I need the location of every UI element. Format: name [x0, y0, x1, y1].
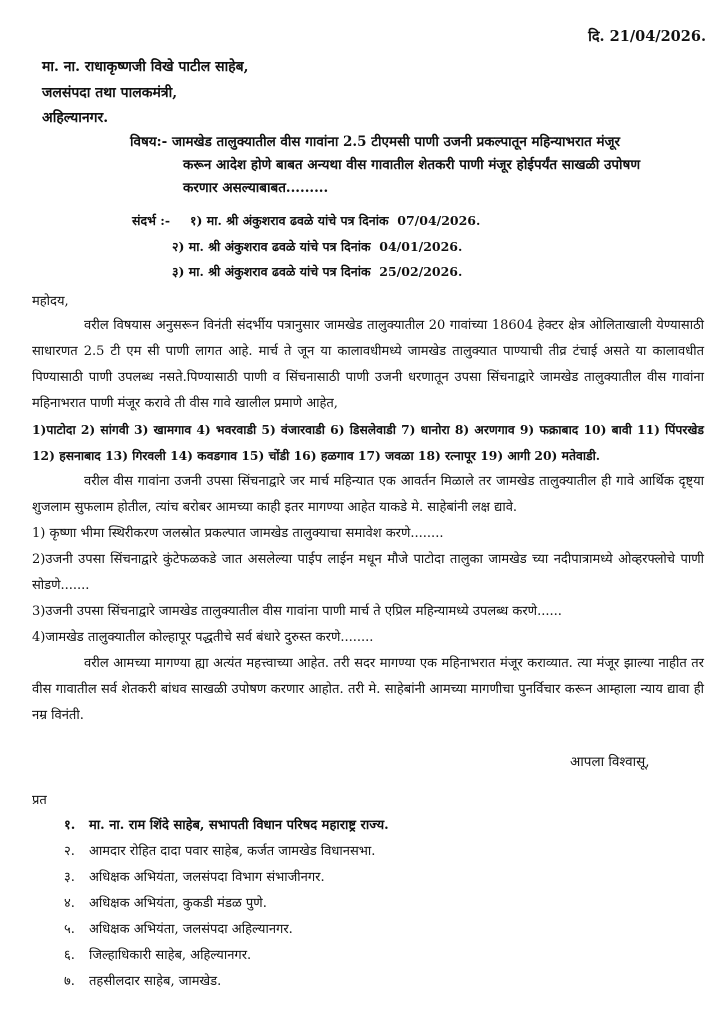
- reference-num: ३): [172, 264, 185, 279]
- salutation: महोदय,: [32, 294, 69, 309]
- paragraph-request: वरील विषयास अनुसरून विनंती संदर्भीय पत्रानुसार जामखेड तालुक्यातील 20 गावांच्या 18604 हेक्टर क्षेत्र ओलिताखाली येण्यासाठी साधारणत 2.5 टी एम सी पाणी लागत आहे. मार्च ते जून या कालावधीमध्ये जामखेड तालुक्यात पाण्याची तीव्र टंचाई असते या कालावधीत पिण्यासाठी पाणी उपलब्ध नसते.पिण्यासाठी पाणी व सिंचनासाठी पाणी उजनी धरणातून उपसा सिंचनाद्वारे जामखेड तालुक्यातील वीस गावांना महिनाभरात पाणी मंजूर करावे ती वीस गावे खालील प्रमाणे आहेत,: [32, 318, 704, 411]
- reference-item: [172, 263, 462, 280]
- paragraph-benefit: वरील वीस गावांना उजनी उपसा सिंचनाद्वारे जर मार्च महिन्यात एक आवर्तन मिळाले तर जामखेड तालुक्यातील ही गावे आर्थिक दृष्ट्या शुजलाम सुफलाम होतील, त्यांच बरोबर आमच्या काही इतर मागण्या आहेत याकडे मे. साहेबांनी लक्ष द्यावे.: [32, 474, 704, 515]
- subject-label: विषय:-: [130, 134, 168, 150]
- signoff: आपला विश्वासू,: [570, 754, 650, 770]
- reference-item: [172, 238, 462, 255]
- reference-label: संदर्भ :-: [132, 213, 171, 228]
- demand-item-1: 1) कृष्णा भीमा स्थिरीकरण जलस्रोत प्रकल्पात जामखेड तालुक्याचा समावेश करणे........: [32, 526, 444, 541]
- reference-num: १): [190, 213, 203, 228]
- copy-to-item: ७. तहसीलदार साहेब, जामखेड.: [64, 974, 222, 989]
- reference-text: मा. श्री अंकुशराव ढवळे यांचे पत्र दिनांक: [188, 239, 371, 254]
- reference-num: २): [172, 239, 185, 254]
- reference-text: मा. श्री अंकुशराव ढवळे यांचे पत्र दिनांक: [206, 213, 389, 228]
- copy-to-item: २. आमदार रोहित दादा पवार साहेब, कर्जत जामखेड विधानसभा.: [64, 844, 376, 859]
- copy-to-item: ४. अधिक्षक अभियंता, कुकडी मंडळ पुणे.: [64, 896, 267, 911]
- subject-line-2: करून आदेश होणे बाबत अन्यथा वीस गावातील शेतकरी पाणी मंजूर होईपर्यंत साखळी उपोषण: [183, 157, 641, 173]
- reference-date: 25/02/2026.: [379, 264, 463, 279]
- subject-line-3: करणार असल्याबाबत.........: [183, 180, 329, 196]
- copy-to-item: १. मा. ना. राम शिंदे साहेब, सभापती विधान परिषद महाराष्ट्र राज्य.: [64, 818, 389, 833]
- addressee-line-1: मा. ना. राधाकृष्णजी विखे पाटील साहेब,: [42, 59, 249, 75]
- reference-text: मा. श्री अंकुशराव ढवळे यांचे पत्र दिनांक: [188, 264, 371, 279]
- copy-to-item: ६. जिल्हाधिकारी साहेब, अहिल्यानगर.: [64, 948, 252, 963]
- subject-block: [130, 131, 710, 200]
- reference-item: [190, 212, 480, 229]
- letter-date: दि. 21/04/2026.: [588, 28, 706, 45]
- addressee-line-3: अहिल्यानगर.: [42, 110, 109, 126]
- copy-to-label: प्रत: [32, 793, 47, 808]
- demand-item-2: 2)उजनी उपसा सिंचनाद्वारे कुंटेफळकडे जात असलेल्या पाईप लाईन मधून मौजे पाटोदा तालुका जामखेड च्या नदीपात्रामध्ये ओव्हरफ्लोचे पाणी सोडणे.......: [32, 552, 704, 593]
- copy-to-item: ५. अधिक्षक अभियंता, जलसंपदा अहिल्यानगर.: [64, 922, 293, 937]
- copy-to-item: ३. अधिक्षक अभियंता, जलसंपदा विभाग संभाजीनगर.: [64, 870, 325, 885]
- demand-item-4: 4)जामखेड तालुक्यातील कोल्हापूर पद्धतीचे सर्व बंधारे दुरुस्त करणे........: [32, 630, 374, 645]
- addressee-line-2: जलसंपदा तथा पालकमंत्री,: [42, 85, 178, 101]
- village-list: 1)पाटोदा 2) सांगवी 3) खामगाव 4) भवरवाडी 5) वंजारवाडी 6) डिसलेवाडी 7) धानोरा 8) अरणगाव 9) फक्राबाद 10) बावी 11) पिंपरखेड 12) हसनाबाद 13) गिरवली 14) कवडगाव 15) चोंडी 16) हळगाव 17) जवळा 18) रत्नापूर 19) आगी 20) मतेवाडी.: [32, 422, 704, 463]
- reference-date: 07/04/2026.: [397, 213, 481, 228]
- reference-date: 04/01/2026.: [379, 239, 463, 254]
- paragraph-warning: वरील आमच्या मागण्या ह्या अत्यंत महत्त्वाच्या आहेत. तरी सदर मागण्या एक महिनाभरात मंजूर कराव्यात. त्या मंजूर झाल्या नाहीत तर वीस गावातील सर्व शेतकरी बांधव साखळी उपोषण करणार आहोत. तरी मे. साहेबांनी आमच्या मागणीचा पुनर्विचार करून आम्हाला न्याय द्यावा ही नम्र विनंती.: [32, 656, 704, 723]
- subject-line-1: जामखेड तालुक्यातील वीस गावांना 2.5 टीएमसी पाणी उजनी प्रकल्पातून महिन्याभरात मंजूर: [171, 134, 621, 150]
- copy-to-list: [64, 813, 389, 995]
- demand-item-3: 3)उजनी उपसा सिंचनाद्वारे जामखेड तालुक्यातील वीस गावांना पाणी मार्च ते एप्रिल महिन्यामध्ये उपलब्ध करणे......: [32, 604, 562, 619]
